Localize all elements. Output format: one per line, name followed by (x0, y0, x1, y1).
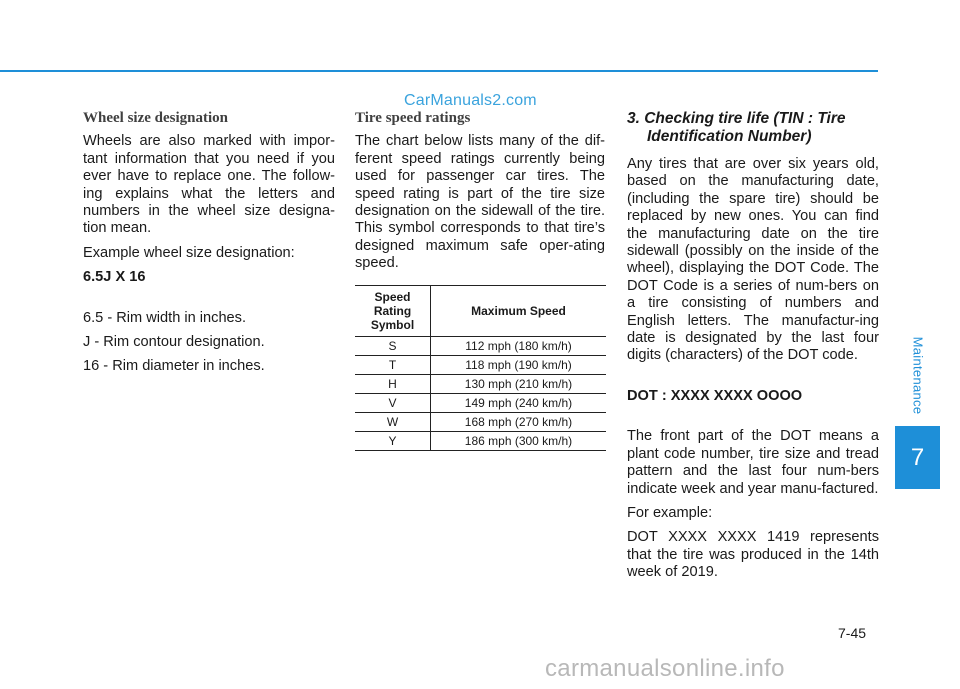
chapter-number: 7 (910, 443, 925, 471)
column-wheel-size (83, 110, 335, 383)
row-symbol: V (355, 393, 431, 412)
row-speed: 186 mph (300 km/h) (431, 431, 607, 450)
row-speed: 168 mph (270 km/h) (431, 412, 607, 431)
table-row (355, 393, 606, 412)
row-symbol: T (355, 355, 431, 374)
wheel-size-item-width: 6.5 - Rim width in inches. (83, 309, 247, 326)
table-row (355, 355, 606, 374)
tire-life-heading (627, 110, 879, 146)
dot-explanation: The front part of the DOT means a plant code number, tire size and tread pattern and the last four num-bers indicate week and year manu-factured. (627, 428, 879, 497)
column-tire-life (627, 110, 879, 589)
table-row (355, 431, 606, 450)
column-speed-ratings (355, 110, 605, 451)
row-symbol: H (355, 374, 431, 393)
watermark-bottom[interactable]: carmanualsonline.info (545, 655, 785, 682)
speed-ratings-intro: The chart below lists many of the dif-ferent speed ratings currently being used for passenger car tires. The speed rating is part of the tire size designation on the sidewall of the tire. This symbol corresponds to that tire’s designed maximum safe oper-ating speed. (355, 133, 605, 272)
table-row (355, 374, 606, 393)
dot-example-label: For example: (627, 504, 713, 521)
wheel-size-code: 6.5J X 16 (83, 269, 146, 286)
row-symbol: S (355, 336, 431, 355)
row-speed: 112 mph (180 km/h) (431, 336, 607, 355)
dot-example: DOT XXXX XXXX 1419 represents that the tire was produced in the 14th week of 2019. (627, 529, 879, 581)
speed-rating-table (355, 285, 606, 451)
dot-code-format: DOT : XXXX XXXX OOOO (627, 387, 803, 404)
chapter-side-label (895, 330, 940, 420)
table-row (355, 412, 606, 431)
table-header-row (355, 285, 606, 336)
wheel-size-item-diameter: 16 - Rim diameter in inches. (83, 358, 265, 375)
wheel-size-heading: Wheel size designation (83, 110, 228, 126)
row-symbol: Y (355, 431, 431, 450)
wheel-size-example-label: Example wheel size designation: (83, 244, 295, 261)
page-number: 7-45 (838, 625, 867, 641)
wheel-size-intro: Wheels are also marked with impor-tant information that you need if you ever have to replace one. The follow-ing explains what the letters and numbers in the wheel size designa-tion mean. (83, 133, 335, 237)
row-speed: 118 mph (190 km/h) (431, 355, 607, 374)
table-row (355, 336, 606, 355)
wheel-size-item-contour: J - Rim contour designation. (83, 334, 265, 351)
header-rule (0, 70, 878, 72)
header-max-speed: Maximum Speed (431, 285, 607, 336)
tire-life-intro: Any tires that are over six years old, based on the manufacturing date, (including the spare tire) should be replaced by new ones. You can find the manufacturing date on the tire sidewall (possibly on the inside of the wheel), displaying the DOT Code. The DOT Code is a series of num-bers on a tire consisting of numbers and English letters. The manufactur-ing date is designated by the last four digits (characters) of the DOT code. (627, 156, 879, 364)
speed-ratings-heading: Tire speed ratings (355, 110, 471, 126)
tire-life-heading-line2: Identification Number) (647, 128, 812, 145)
row-symbol: W (355, 412, 431, 431)
chapter-tab (895, 426, 940, 489)
tire-life-heading-line1: 3. Checking tire life (TIN : Tire (627, 110, 846, 127)
header-speed-symbol: Speed Rating Symbol (355, 285, 431, 336)
row-speed: 149 mph (240 km/h) (431, 393, 607, 412)
row-speed: 130 mph (210 km/h) (431, 374, 607, 393)
chapter-name: Maintenance (910, 336, 925, 414)
watermark-top[interactable]: CarManuals2.com (404, 92, 537, 109)
